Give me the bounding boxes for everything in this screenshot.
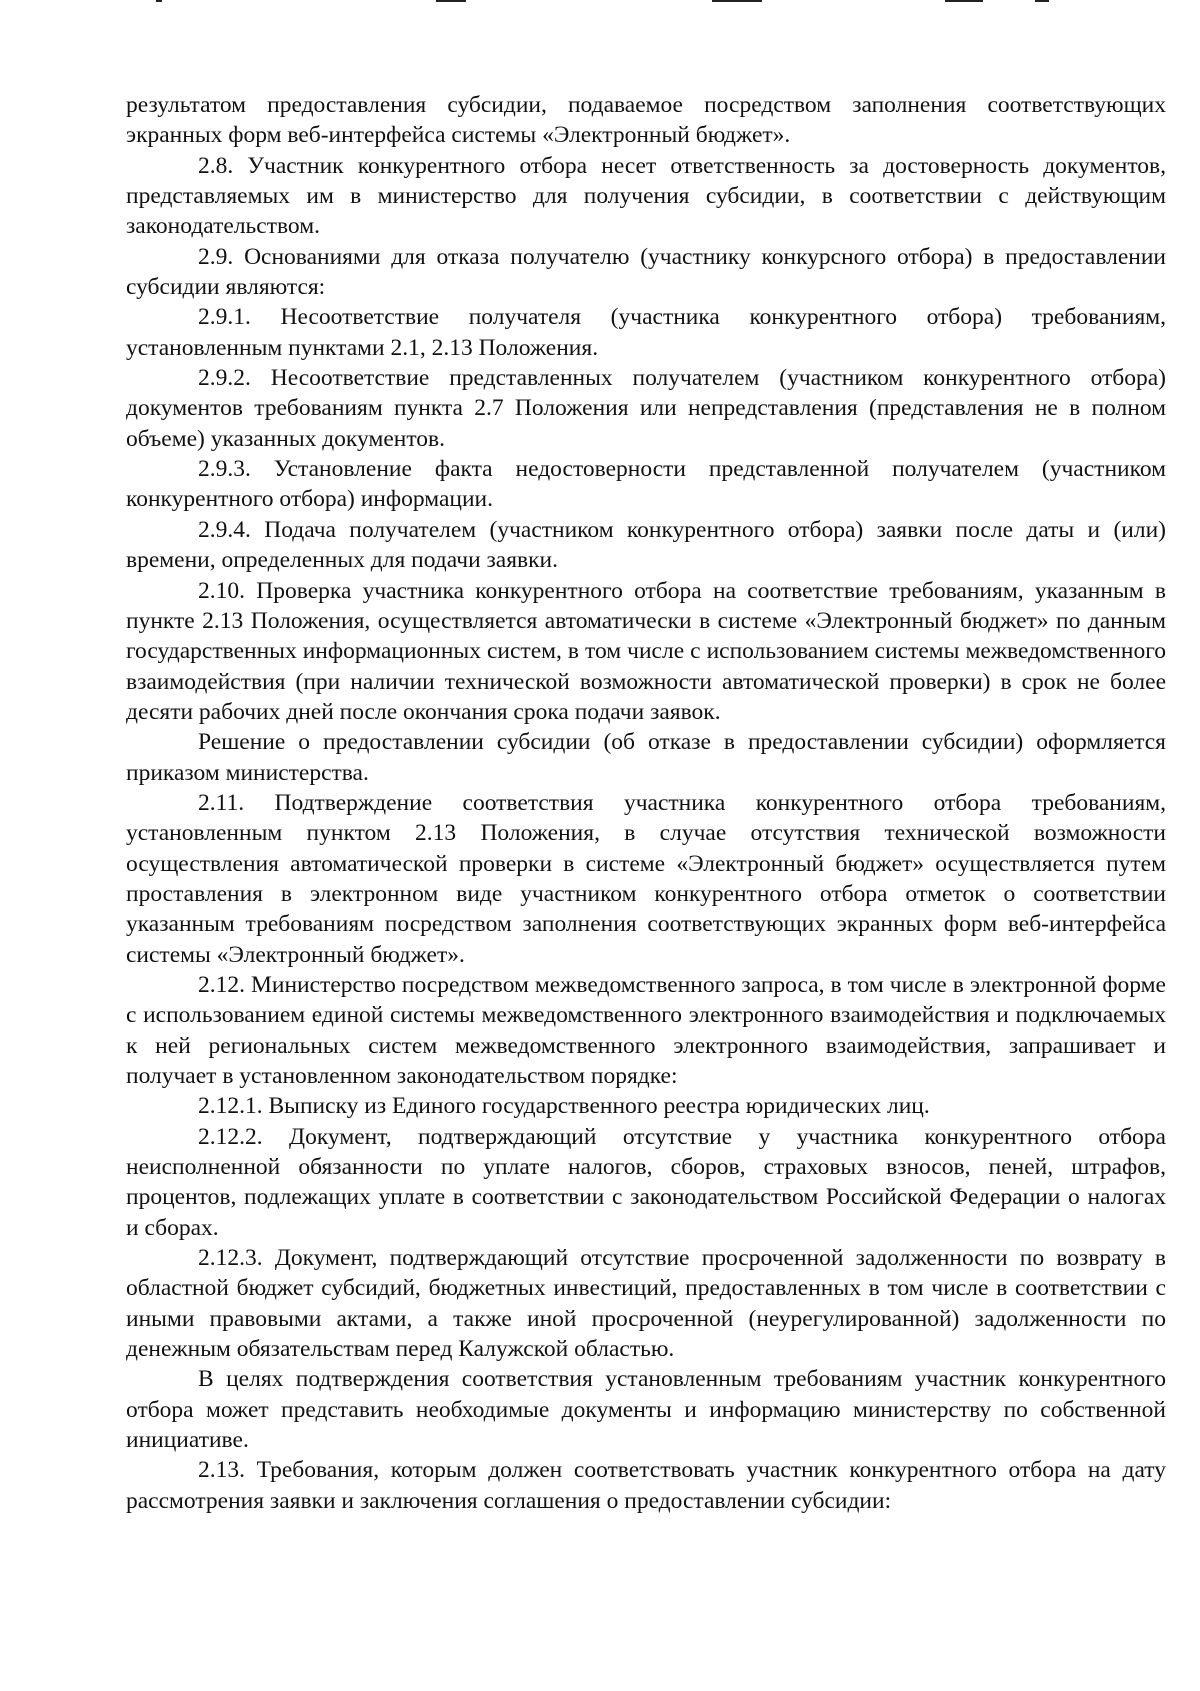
paragraph-initiative: В целях подтверждения соответствия установленным требованиям участник конкурентного отбора может представить необходимые документы и информацию министерству по собственной инициативе.: [126, 1366, 1166, 1454]
paragraph-2-12-1: 2.12.1. Выписку из Единого государственного реестра юридических лиц.: [198, 1093, 930, 1120]
paragraph-2-9-1: 2.9.1. Несоответствие получателя (участника конкурентного отбора) требованиям, установленным пунктами 2.1, 2.13 Положения.: [126, 304, 1166, 361]
paragraph-2-9-4: 2.9.4. Подача получателем (участником конкурентного отбора) заявки после даты и (или) времени, определенных для подачи заявки.: [126, 516, 1166, 574]
document-body: [126, 90, 1166, 1516]
scan-artifact-line: [436, 0, 466, 2]
scan-artifact-line: [712, 0, 762, 2]
scan-artifact-line: [945, 0, 983, 2]
paragraph-2-13: 2.13. Требования, которым должен соответствовать участник конкурентного отбора на дату рассмотрения заявки и заключения соглашения о предоставлении субсидии:: [126, 1457, 1166, 1514]
paragraph-2-10: 2.10. Проверка участника конкурентного отбора на соответствие требованиям, указанным в пункте 2.13 Положения, осуществляется автоматически в системе «Электронный бюджет» по данным государственных информационных систем, в том числе с использованием системы межведомственного взаимодействия (при наличии технической возможности автоматической проверки) в срок не более десяти рабочих дней после окончания срока подачи заявок.: [126, 577, 1166, 725]
paragraph-2-12-3: 2.12.3. Документ, подтверждающий отсутствие просроченной задолженности по возврату в областной бюджет субсидий, бюджетных инвестиций, предоставленных в том числе в соответствии с иными правовыми актами, а также иной просроченной (неурегулированной) задолженности по денежным обязательствам перед Калужской областью.: [126, 1245, 1166, 1363]
paragraph-2-12: 2.12. Министерство посредством межведомственного запроса, в том числе в электронной форме с использованием единой системы межведомственного электронного взаимодействия и подключаемых к ней региональных систем межведомственного электронного взаимодействия, запрашивает и получает в установленном законодательством порядке:: [126, 971, 1166, 1089]
paragraph-2-8: 2.8. Участник конкурентного отбора несет ответственность за достоверность документов, представляемых им в министерство для получения субсидии, в соответствии с действующим законодательством.: [126, 152, 1166, 240]
paragraph-2-9: 2.9. Основаниями для отказа получателю (участнику конкурсного отбора) в предоставлении субсидии являются:: [126, 243, 1166, 301]
scan-artifact-line: [156, 0, 162, 2]
paragraph-2-9-2: 2.9.2. Несоответствие представленных получателем (участником конкурентного отбора) документов требованиям пункта 2.7 Положения или непредставления (представления не в полном объеме) указанных документов.: [126, 365, 1166, 452]
paragraph-2-9-3: 2.9.3. Установление факта недостоверности представленной получателем (участником конкурентного отбора) информации.: [126, 456, 1166, 513]
paragraph-continuation: результатом предоставления субсидии, подаваемое посредством заполнения соответствующих экранных форм веб-интерфейса системы «Электронный бюджет».: [126, 92, 1166, 149]
scan-artifact-line: [1035, 0, 1049, 2]
paragraph-2-12-2: 2.12.2. Документ, подтверждающий отсутствие у участника конкурентного отбора неисполненной обязанности по уплате налогов, сборов, страховых взносов, пеней, штрафов, процентов, подлежащих уплате в соответствии с законодательством Российской Федерации о налогах и сборах.: [126, 1123, 1166, 1241]
paragraph-2-11: 2.11. Подтверждение соответствия участника конкурентного отбора требованиям, установленным пунктом 2.13 Положения, в случае отсутствия технической возможности осуществления автоматической проверки в системе «Электронный бюджет» осуществляется путем проставления в электронном виде участником конкурентного отбора отметок о соответствии указанным требованиям посредством заполнения соответствующих экранных форм веб-интерфейса системы «Электронный бюджет».: [126, 789, 1166, 968]
paragraph-decision: Решение о предоставлении субсидии (об отказе в предоставлении субсидии) оформляется приказом министерства.: [126, 729, 1166, 786]
